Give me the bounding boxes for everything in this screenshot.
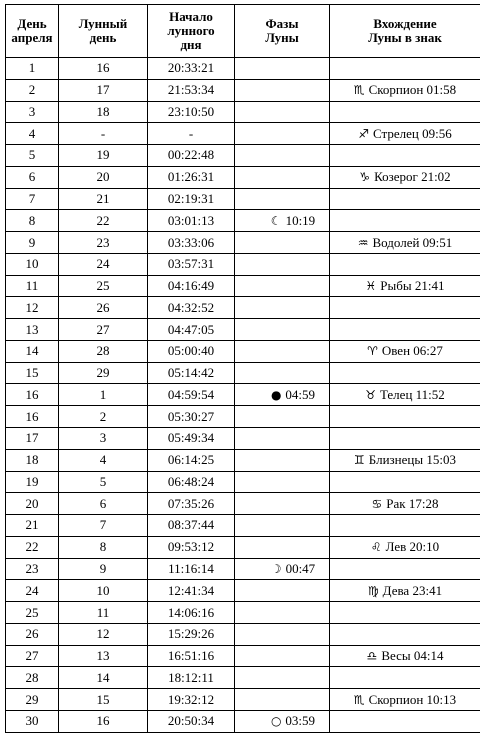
day-of-april-cell: 27: [6, 645, 59, 667]
moon-sign-entry-cell: [330, 645, 480, 667]
moon-sign-entry-cell: [330, 689, 480, 711]
lunar-day-cell: 26: [59, 297, 148, 319]
header-label: Фазы Луны: [265, 16, 299, 45]
moon-sign-entry-cell: [330, 602, 480, 624]
moon-sign-entry: [358, 126, 451, 142]
moon-sign-entry-cell: [330, 297, 480, 319]
moon-sign-entry-cell: [330, 58, 480, 80]
header-label: День апреля: [11, 16, 53, 45]
lunar-day-start-cell: 18:12:11: [148, 667, 235, 689]
day-of-april-cell: 20: [6, 493, 59, 515]
lunar-day-cell: 11: [59, 602, 148, 624]
lunar-day-cell: 19: [59, 145, 148, 167]
day-of-april-cell: 24: [6, 580, 59, 602]
table-row: [6, 689, 480, 711]
virgo-icon: ♍: [367, 583, 379, 598]
moon-sign-entry-cell: [330, 536, 480, 558]
lunar-day-cell: 15: [59, 689, 148, 711]
table-row: [6, 145, 480, 167]
moon-sign-entry: [359, 169, 450, 185]
lunar-day-start-cell: 08:37:44: [148, 515, 235, 537]
moon-phase-cell: [235, 406, 330, 428]
table-row: [6, 710, 480, 732]
moon-sign-entry: [365, 387, 445, 403]
day-of-april-cell: 28: [6, 667, 59, 689]
moon-phase-time: 00:47: [285, 560, 316, 576]
moon-phase-cell: [235, 166, 330, 188]
lunar-day-start-cell: 09:53:12: [148, 536, 235, 558]
day-of-april-cell: 4: [6, 123, 59, 145]
day-of-april-cell: 6: [6, 166, 59, 188]
table-row: [6, 123, 480, 145]
day-of-april-cell: 18: [6, 449, 59, 471]
day-of-april-cell: 1: [6, 58, 59, 80]
moon-sign-entry-text: Лев 20:10: [385, 539, 440, 555]
lunar-day-cell: 17: [59, 79, 148, 101]
lunar-day-cell: 28: [59, 340, 148, 362]
moon-phase-cell: [235, 253, 330, 275]
table-row: [6, 580, 480, 602]
capricorn-icon: ♑: [359, 170, 371, 185]
table-row: [6, 232, 480, 254]
libra-icon: ♎: [366, 649, 378, 664]
moon-phase-cell: [235, 536, 330, 558]
day-of-april-cell: 26: [6, 623, 59, 645]
lunar-day-cell: 22: [59, 210, 148, 232]
moon-phase: [249, 213, 315, 229]
lunar-day-start-cell: 04:59:54: [148, 384, 235, 406]
header-moon-sign-entry: [330, 5, 480, 58]
moon-phase-cell: [235, 340, 330, 362]
day-of-april-cell: 29: [6, 689, 59, 711]
lunar-day-cell: 29: [59, 362, 148, 384]
lunar-day-start-cell: 05:30:27: [148, 406, 235, 428]
moon-phase-time: 10:19: [285, 212, 316, 228]
table-row: [6, 297, 480, 319]
moon-phase-cell: [235, 623, 330, 645]
lunar-day-start-cell: 11:16:14: [148, 558, 235, 580]
lunar-day-start-cell: 04:47:05: [148, 319, 235, 341]
lunar-day-start-cell: 19:32:12: [148, 689, 235, 711]
header-lunar-day: [59, 5, 148, 58]
moon-sign-entry-cell: [330, 580, 480, 602]
lunar-day-cell: -: [59, 123, 148, 145]
moon-phase: [249, 561, 315, 577]
day-of-april-cell: 16: [6, 406, 59, 428]
header-label: Лунный день: [78, 16, 128, 45]
table-row: [6, 515, 480, 537]
lunar-day-cell: 8: [59, 536, 148, 558]
moon-sign-entry: [367, 343, 443, 359]
pisces-icon: ♓: [365, 279, 377, 294]
moon-phase-cell: [235, 58, 330, 80]
header-day-of-april: [6, 5, 59, 58]
moon-phase-cell: [235, 362, 330, 384]
lunar-day-cell: 3: [59, 428, 148, 450]
moon-sign-entry-cell: [330, 362, 480, 384]
moon-sign-entry-text: Скорпион 10:13: [368, 691, 457, 707]
moon-sign-entry-cell: [330, 384, 480, 406]
table-row: [6, 210, 480, 232]
moon-sign-entry-text: Овен 06:27: [381, 343, 443, 359]
day-of-april-cell: 30: [6, 710, 59, 732]
moon-sign-entry-cell: [330, 428, 480, 450]
table-row: [6, 58, 480, 80]
header-label: Начало лунного дня: [167, 9, 215, 52]
moon-sign-entry-cell: [330, 340, 480, 362]
moon-phase-cell: [235, 428, 330, 450]
day-of-april-cell: 12: [6, 297, 59, 319]
lunar-day-cell: 1: [59, 384, 148, 406]
moon-sign-entry-text: Телец 11:52: [379, 386, 445, 402]
moon-phase: [249, 387, 315, 403]
moon-phase-cell: [235, 515, 330, 537]
moon-phase-cell: [235, 145, 330, 167]
moon-sign-entry-text: Козерог 21:02: [374, 169, 451, 185]
moon-phase-cell: [235, 188, 330, 210]
lunar-day-start-cell: 00:22:48: [148, 145, 235, 167]
moon-sign-entry-cell: [330, 79, 480, 101]
scorpio-icon: ♏: [353, 692, 365, 707]
table-row: [6, 493, 480, 515]
moon-sign-entry-text: Стрелец 09:56: [373, 125, 452, 141]
table-row: [6, 645, 480, 667]
moon-sign-entry-cell: [330, 253, 480, 275]
lunar-day-cell: 24: [59, 253, 148, 275]
lunar-day-start-cell: 04:32:52: [148, 297, 235, 319]
table-body: [6, 58, 480, 733]
moon-phase-cell: [235, 493, 330, 515]
moon-sign-entry: [371, 539, 439, 555]
moon-sign-entry-cell: [330, 558, 480, 580]
moon-sign-entry-cell: [330, 166, 480, 188]
lunar-day-start-cell: 02:19:31: [148, 188, 235, 210]
lunar-day-start-cell: 16:51:16: [148, 645, 235, 667]
moon-phase-cell: [235, 667, 330, 689]
moon-phase: [249, 713, 315, 729]
lunar-day-start-cell: 01:26:31: [148, 166, 235, 188]
moon-phase-cell: [235, 689, 330, 711]
lunar-day-cell: 6: [59, 493, 148, 515]
table-row: [6, 79, 480, 101]
day-of-april-cell: 11: [6, 275, 59, 297]
lunar-day-cell: 10: [59, 580, 148, 602]
moon-sign-entry: [354, 452, 456, 468]
moon-sign-entry: [354, 82, 456, 98]
moon-phase-cell: [235, 101, 330, 123]
first-quarter-icon: ☽: [270, 561, 282, 576]
moon-sign-entry-cell: [330, 406, 480, 428]
table-row: [6, 384, 480, 406]
table-row: [6, 558, 480, 580]
header-row: [6, 5, 480, 58]
lunar-day-cell: 16: [59, 710, 148, 732]
moon-phase-cell: [235, 297, 330, 319]
day-of-april-cell: 7: [6, 188, 59, 210]
moon-phase-cell: [235, 471, 330, 493]
lunar-day-cell: 2: [59, 406, 148, 428]
lunar-day-start-cell: 20:33:21: [148, 58, 235, 80]
moon-sign-entry-cell: [330, 623, 480, 645]
lunar-day-cell: 21: [59, 188, 148, 210]
lunar-day-cell: 14: [59, 667, 148, 689]
moon-sign-entry: [366, 278, 445, 294]
lunar-day-cell: 12: [59, 623, 148, 645]
lunar-day-cell: 23: [59, 232, 148, 254]
aquarius-icon: ♒: [357, 235, 369, 250]
moon-sign-entry-text: Дева 23:41: [382, 582, 443, 598]
moon-phase-cell: [235, 710, 330, 732]
moon-phase-cell: [235, 319, 330, 341]
day-of-april-cell: 15: [6, 362, 59, 384]
lunar-day-start-cell: 05:49:34: [148, 428, 235, 450]
lunar-day-cell: 4: [59, 449, 148, 471]
day-of-april-cell: 21: [6, 515, 59, 537]
table-row: [6, 623, 480, 645]
table-row: [6, 319, 480, 341]
day-of-april-cell: 22: [6, 536, 59, 558]
full-moon-icon: ○: [270, 714, 282, 729]
day-of-april-cell: 14: [6, 340, 59, 362]
lunar-day-start-cell: 06:48:24: [148, 471, 235, 493]
day-of-april-cell: 23: [6, 558, 59, 580]
moon-sign-entry-cell: [330, 188, 480, 210]
day-of-april-cell: 10: [6, 253, 59, 275]
moon-phase-cell: [235, 79, 330, 101]
table-row: [6, 166, 480, 188]
lunar-day-start-cell: 04:16:49: [148, 275, 235, 297]
table-row: [6, 449, 480, 471]
moon-sign-entry-cell: [330, 123, 480, 145]
aries-icon: ♈: [367, 344, 378, 359]
table-row: [6, 667, 480, 689]
lunar-day-start-cell: 03:01:13: [148, 210, 235, 232]
lunar-day-cell: 5: [59, 471, 148, 493]
table-row: [6, 340, 480, 362]
lunar-day-cell: 25: [59, 275, 148, 297]
moon-phase-cell: [235, 384, 330, 406]
moon-sign-entry-cell: [330, 710, 480, 732]
moon-sign-entry-text: Рыбы 21:41: [380, 278, 445, 294]
lunar-day-start-cell: 07:35:26: [148, 493, 235, 515]
moon-sign-entry-cell: [330, 319, 480, 341]
day-of-april-cell: 9: [6, 232, 59, 254]
lunar-day-start-cell: 12:41:34: [148, 580, 235, 602]
table-row: [6, 602, 480, 624]
table-row: [6, 188, 480, 210]
cancer-icon: ♋: [371, 496, 383, 511]
moon-sign-entry-text: Водолей 09:51: [372, 234, 453, 250]
day-of-april-cell: 2: [6, 79, 59, 101]
table-header: [6, 5, 480, 58]
lunar-day-cell: 16: [59, 58, 148, 80]
moon-sign-entry-cell: [330, 101, 480, 123]
table-row: [6, 101, 480, 123]
moon-sign-entry-cell: [330, 667, 480, 689]
taurus-icon: ♉: [365, 387, 376, 402]
lunar-day-start-cell: 03:33:06: [148, 232, 235, 254]
moon-sign-entry-cell: [330, 471, 480, 493]
day-of-april-cell: 3: [6, 101, 59, 123]
day-of-april-cell: 16: [6, 384, 59, 406]
lunar-day-cell: 13: [59, 645, 148, 667]
day-of-april-cell: 25: [6, 602, 59, 624]
lunar-day-start-cell: 20:50:34: [148, 710, 235, 732]
moon-sign-entry: [354, 692, 456, 708]
moon-phase-time: 04:59: [285, 386, 316, 402]
lunar-day-start-cell: 06:14:25: [148, 449, 235, 471]
moon-phase-cell: [235, 645, 330, 667]
moon-phase-cell: [235, 602, 330, 624]
moon-sign-entry-text: Близнецы 15:03: [368, 452, 456, 468]
scorpio-icon: ♏: [353, 83, 365, 98]
day-of-april-cell: 5: [6, 145, 59, 167]
moon-sign-entry-cell: [330, 232, 480, 254]
lunar-day-start-cell: 03:57:31: [148, 253, 235, 275]
lunar-day-start-cell: 05:00:40: [148, 340, 235, 362]
lunar-day-cell: 18: [59, 101, 148, 123]
moon-sign-entry: [367, 648, 444, 664]
moon-sign-entry: [358, 235, 453, 251]
lunar-day-cell: 20: [59, 166, 148, 188]
header-moon-phases: [235, 5, 330, 58]
header-label: Вхождение Луны в знак: [368, 16, 442, 45]
lunar-day-cell: 27: [59, 319, 148, 341]
lunar-day-cell: 7: [59, 515, 148, 537]
day-of-april-cell: 19: [6, 471, 59, 493]
table-row: [6, 275, 480, 297]
lunar-day-start-cell: 23:10:50: [148, 101, 235, 123]
moon-phase-time: 03:59: [285, 713, 316, 729]
moon-phase-cell: [235, 580, 330, 602]
moon-phase-cell: [235, 232, 330, 254]
lunar-day-start-cell: -: [148, 123, 235, 145]
lunar-day-cell: 9: [59, 558, 148, 580]
moon-phase-cell: [235, 275, 330, 297]
lunar-day-start-cell: 15:29:26: [148, 623, 235, 645]
moon-sign-entry-text: Скорпион 01:58: [368, 82, 457, 98]
table-row: [6, 253, 480, 275]
sagittarius-icon: ♐: [358, 126, 370, 141]
moon-sign-entry: [368, 583, 442, 599]
moon-sign-entry-cell: [330, 449, 480, 471]
moon-sign-entry-cell: [330, 145, 480, 167]
moon-sign-entry-text: Рак 17:28: [386, 495, 439, 511]
moon-phase-cell: [235, 449, 330, 471]
lunar-calendar-table: [5, 4, 480, 733]
table-row: [6, 428, 480, 450]
moon-sign-entry: [372, 496, 439, 512]
header-lunar-day-start: [148, 5, 235, 58]
day-of-april-cell: 17: [6, 428, 59, 450]
last-quarter-icon: ☾: [270, 213, 282, 228]
new-moon-icon: ●: [270, 387, 282, 402]
table-row: [6, 536, 480, 558]
table-row: [6, 406, 480, 428]
moon-sign-entry-cell: [330, 515, 480, 537]
moon-phase-cell: [235, 123, 330, 145]
moon-sign-entry-cell: [330, 275, 480, 297]
moon-sign-entry-text: Весы 04:14: [381, 648, 444, 664]
day-of-april-cell: 8: [6, 210, 59, 232]
moon-sign-entry-cell: [330, 493, 480, 515]
moon-sign-entry-cell: [330, 210, 480, 232]
lunar-day-start-cell: 21:53:34: [148, 79, 235, 101]
table-row: [6, 471, 480, 493]
table-row: [6, 362, 480, 384]
moon-phase-cell: [235, 558, 330, 580]
lunar-day-start-cell: 14:06:16: [148, 602, 235, 624]
gemini-icon: ♊: [354, 453, 365, 468]
leo-icon: ♌: [370, 540, 382, 555]
day-of-april-cell: 13: [6, 319, 59, 341]
moon-phase-cell: [235, 210, 330, 232]
lunar-day-start-cell: 05:14:42: [148, 362, 235, 384]
